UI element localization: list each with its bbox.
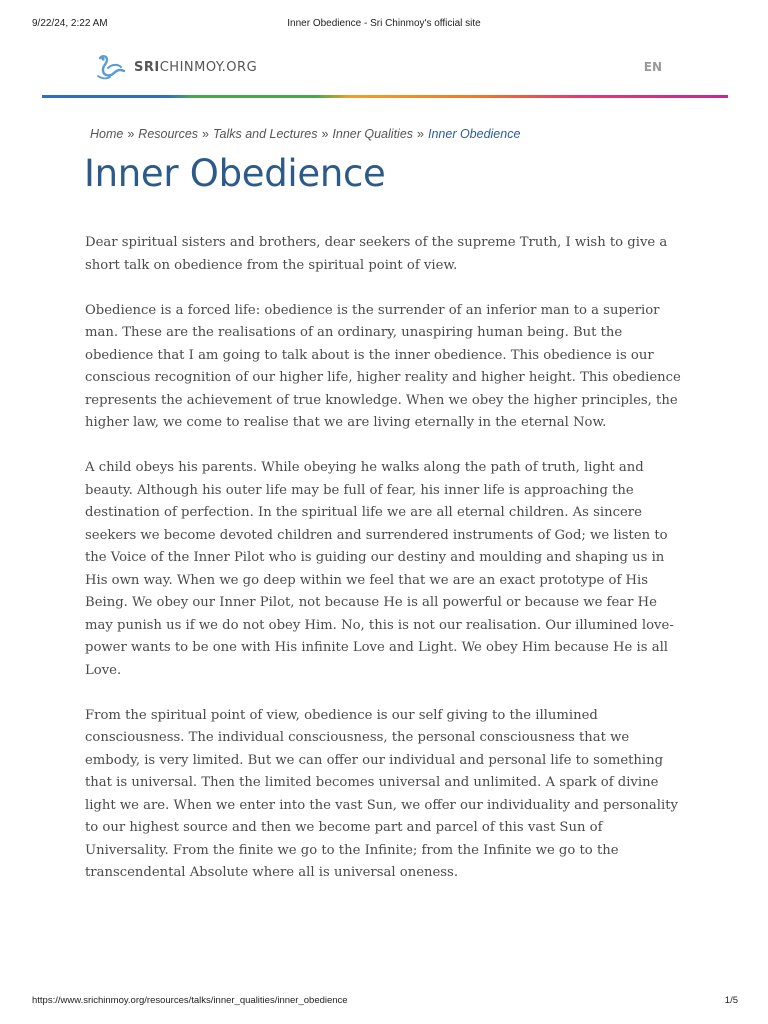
page-title: Inner Obedience xyxy=(84,152,386,195)
language-selector[interactable]: EN xyxy=(643,60,662,74)
article-paragraph: Dear spiritual sisters and brothers, dear seekers of the supreme Truth, I wish to give a short talk on obedience from the spiritual point of view. xyxy=(85,235,668,273)
breadcrumb xyxy=(90,127,520,141)
article-paragraph: A child obeys his parents. While obeying he walks along the path of truth, light and beauty. Although his outer life may be full of fear, his inner life is approaching the destination of perfection. In the spiritual life we are all eternal children. As sincere seekers we become devoted children and surrendered instruments of God; we listen to the Voice of the Inner Pilot who is guiding our destiny and moulding and shaping us in His own way. When we go deep within we feel that we are an exact prototype of His Being. We obey our Inner Pilot, not because He is all powerful or because we fear He may punish us if we do not obey Him. No, this is not our realisation. Our illumined love-power wants to be one with His infinite Love and Light. We obey Him because He is all Love. xyxy=(85,460,674,678)
bird-logo-icon xyxy=(94,52,128,82)
print-url: https://www.srichinmoy.org/resources/talks/inner_qualities/inner_obedience xyxy=(32,995,348,1006)
breadcrumb-separator: » xyxy=(417,127,424,141)
print-header xyxy=(0,18,768,34)
article-body xyxy=(85,232,685,907)
article-paragraph: From the spiritual point of view, obedience is our self giving to the illumined consciousness. The individual consciousness, the personal consciousness that we embody, is very limited. But we can offer our individual and personal life to something that is universal. Then the limited becomes universal and unlimited. A spark of divine light we are. When we enter into the vast Sun, we offer our individuality and personality to our highest source and then we become part and parcel of this vast Sun of Universality. From the finite we go to the Infinite; from the Infinite we go to the transcendental Absolute where all is universal oneness. xyxy=(85,707,678,880)
print-datetime: 9/22/24, 2:22 AM xyxy=(32,18,108,29)
breadcrumb-talks-and-lectures[interactable]: Talks and Lectures xyxy=(213,127,318,141)
breadcrumb-current[interactable]: Inner Obedience xyxy=(427,127,521,141)
site-logo-text: SRICHINMOY.ORG xyxy=(134,59,258,75)
breadcrumb-separator: » xyxy=(321,127,329,141)
site-header xyxy=(42,48,728,88)
article-paragraph: Obedience is a forced life: obedience is the surrender of an inferior man to a superior man. These are the realisations of an ordinary, unaspiring human being. But the obedience that I am going to talk about is the inner obedience. This obedience is our conscious recognition of our higher life, higher reality and higher height. This obedience represents the achievement of true knowledge. When we obey the higher principles, the higher law, we come to realise that we are living eternally in the eternal Now. xyxy=(85,302,681,430)
rainbow-divider xyxy=(42,95,728,98)
breadcrumb-separator: » xyxy=(127,127,135,141)
site-logo[interactable] xyxy=(94,52,257,82)
breadcrumb-separator: » xyxy=(202,127,209,141)
breadcrumb-resources[interactable]: Resources xyxy=(138,127,199,141)
breadcrumb-inner-qualities[interactable]: Inner Qualities xyxy=(332,127,414,141)
print-page-title: Inner Obedience - Sri Chinmoy's official site xyxy=(287,18,481,29)
breadcrumb-home[interactable]: Home xyxy=(90,127,124,141)
print-page-number: 1/5 xyxy=(724,995,738,1006)
